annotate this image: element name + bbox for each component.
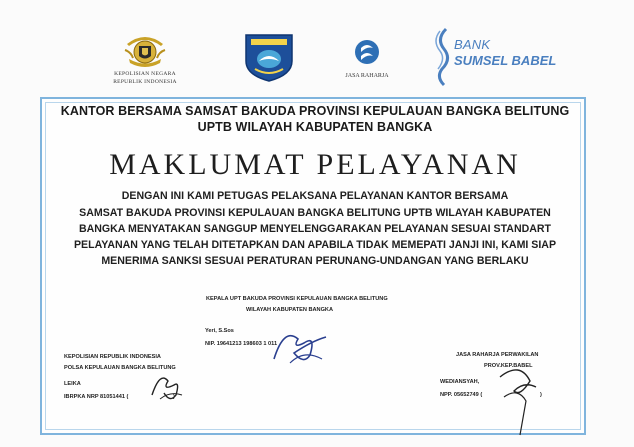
left-close-paren: ) [173,394,175,400]
right-name: WEDIANSYAH, [440,379,480,385]
document-title: MAKLUMAT PELAYANAN [109,148,521,181]
province-shield-icon [243,31,295,83]
bank-wave-icon [434,27,452,87]
left-nrp: IBRPKA NRP 81051441 ( [64,394,129,400]
statement-line: MENERIMA SANKSI SESUAI PERATURAN PERUNANG-UNDANGAN YANG BERLAKU [101,255,529,267]
left-signature-icon [146,365,186,407]
left-name: LEIKA [64,381,81,387]
right-role-line2: PROV.KEP.BABEL [484,363,533,369]
jasa-raharja-caption: JASA RAHARJA [345,73,389,79]
logo-row [0,24,634,90]
right-role-line1: JASA RAHARJA PERWAKILAN [456,352,539,358]
right-npp: NPP. 05652749 ( [440,392,483,398]
bank-name-line1: BANK [454,37,491,52]
center-name: Yeri, S.Sos [205,328,234,334]
jasa-raharja-logo [343,38,391,79]
office-title-line1: KANTOR BERSAMA SAMSAT BAKUDA PROVINSI KEPULAUAN BANGKA BELITUNG [60,104,570,118]
center-nip: NIP. 19641213 198603 1 011 [205,341,278,347]
statement-line: SAMSAT BAKUDA PROVINSI KEPULAUAN BANGKA BELITUNG UPTB WILAYAH KABUPATEN [79,207,551,219]
center-role-line2: WILAYAH KABUPATEN BANGKA [246,307,334,313]
statement-line: PELAYANAN YANG TELAH DITETAPKAN DAN APABILA TIDAK MEMEPATI JANJI INI, KAMI SIAP [73,239,557,251]
left-role-line1: KEPOLISIAN REPUBLIK INDONESIA [64,354,161,360]
polri-logo [100,32,190,86]
right-signature-icon [490,357,546,437]
bank-sumsel-babel-logo [434,27,557,87]
police-emblem-icon [123,32,167,70]
bank-name-line2: SUMSEL BABEL [454,53,557,68]
jasa-raharja-emblem-icon [353,38,381,66]
statement-line: BANGKA MENYATAKAN SANGGUP MENYELENGGARAKAN PELAYANAN SESUAI STANDART [78,223,552,235]
polri-caption-1: KEPOLISIAN NEGARA [114,71,176,77]
province-logo [243,31,295,88]
office-title-line2: UPTB WILAYAH KABUPATEN BANGKA [197,120,433,134]
right-close-paren: ) [540,392,542,398]
certificate-frame [40,97,586,435]
polri-caption-2: REPUBLIK INDONESIA [113,79,177,85]
statement-line: DENGAN INI KAMI PETUGAS PELAKSANA PELAYANAN KANTOR BERSAMA [121,190,509,202]
center-role-line1: KEPALA UPT BAKUDA PROVINSI KEPULAUAN BANGKA BELITUNG [206,296,388,302]
left-role-line2: POLSA KEPULAUAN BANGKA BELITUNG [64,365,176,371]
